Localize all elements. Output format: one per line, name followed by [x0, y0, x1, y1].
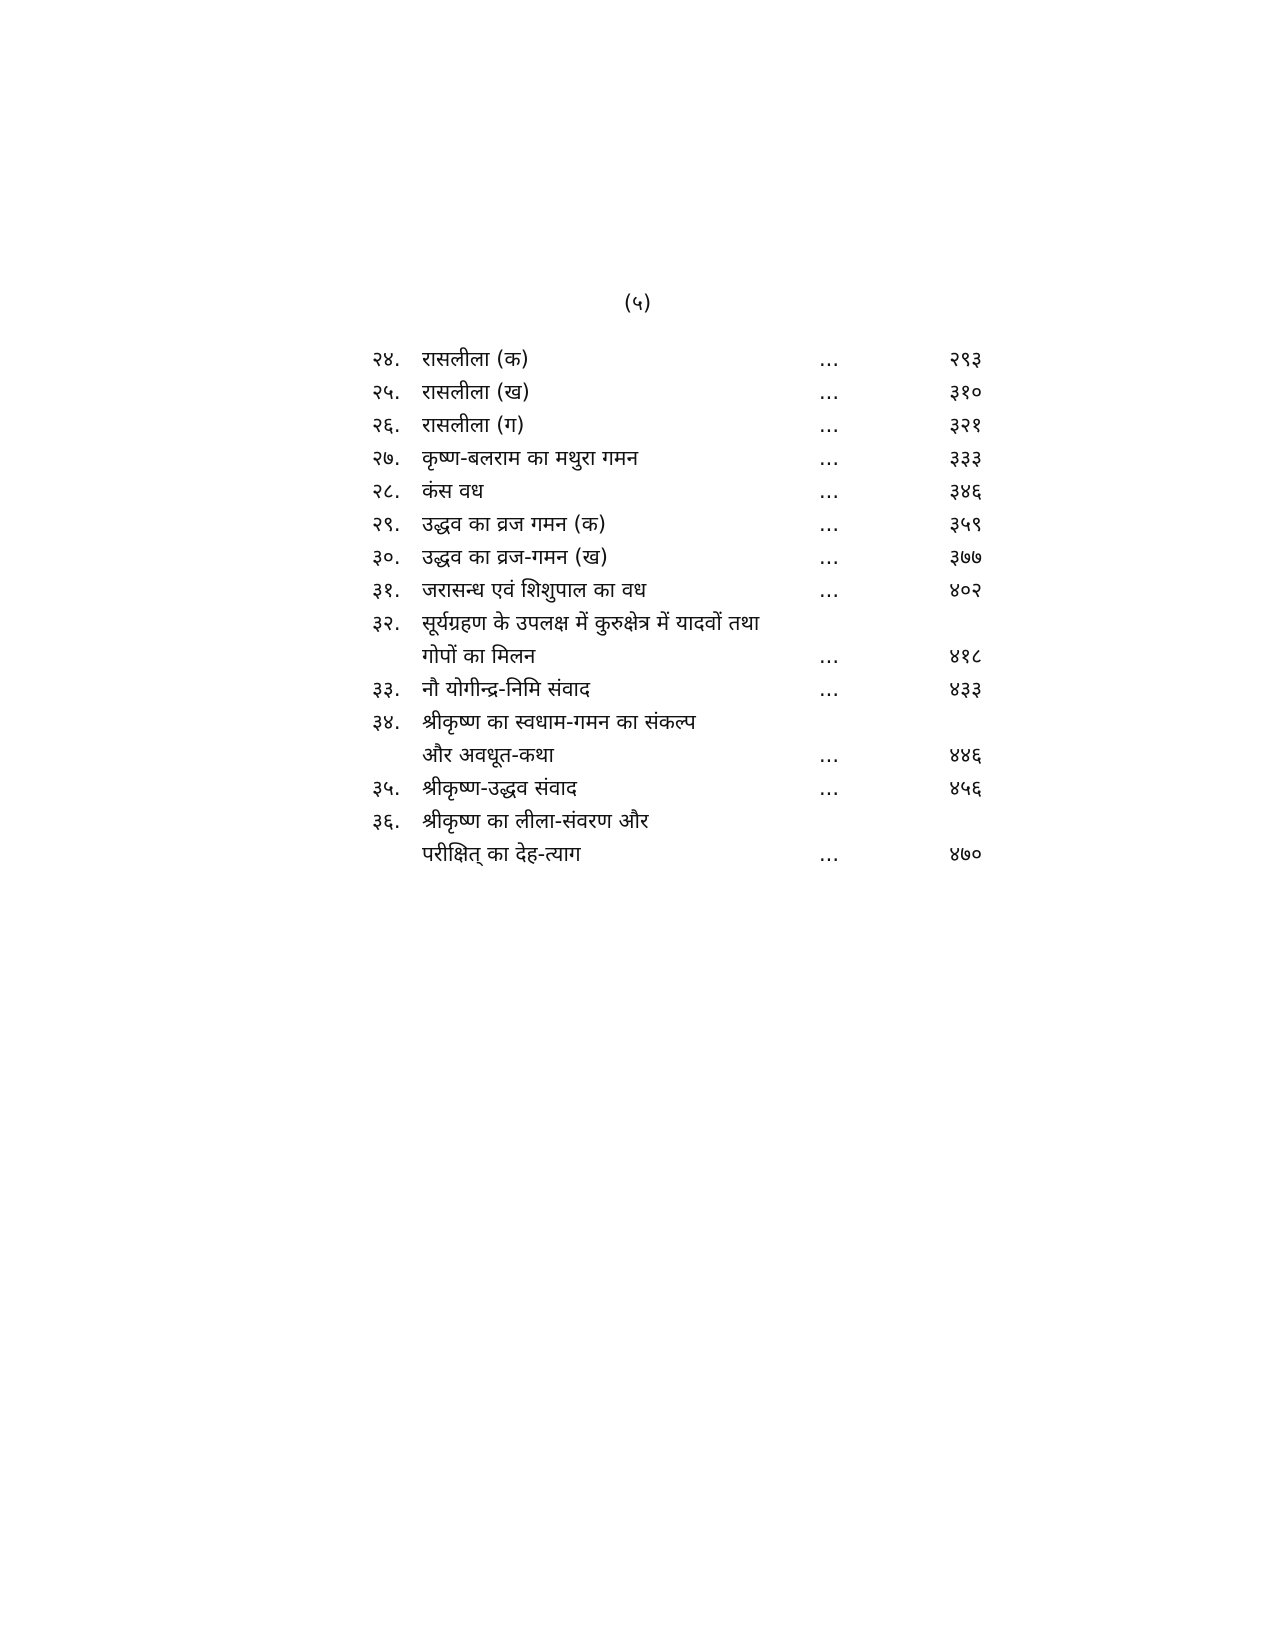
chapter-title: कृष्ण-बलराम का मथुरा गमन: [422, 446, 639, 470]
chapter-number: २६.: [372, 413, 401, 437]
page-ref: ४५६: [949, 776, 982, 800]
leader-dots: ...: [819, 644, 840, 668]
chapter-number: २५.: [372, 380, 401, 404]
page-ref: ३१०: [949, 380, 982, 404]
leader-dots: ...: [819, 545, 840, 569]
page-ref: ३३३: [949, 446, 982, 470]
toc-line: [372, 442, 982, 475]
chapter-title: श्रीकृष्ण का स्वधाम-गमन का संकल्प: [422, 710, 696, 734]
toc-line: [372, 739, 982, 772]
toc-line: [372, 376, 982, 409]
toc-line: [372, 343, 982, 376]
page-ref: ४१८: [949, 644, 982, 668]
chapter-title: रासलीला (ग): [422, 413, 525, 437]
leader-dots: ...: [819, 413, 840, 437]
toc-line: [372, 805, 972, 838]
chapter-title: कंस वध: [422, 479, 484, 503]
chapter-number: ३६.: [372, 809, 401, 833]
page-ref: ३५९: [949, 512, 982, 536]
chapter-number: २८.: [372, 479, 401, 503]
page-ref: ३७७: [949, 545, 982, 569]
leader-dots: ...: [819, 512, 840, 536]
chapter-title: श्रीकृष्ण-उद्धव संवाद: [422, 776, 578, 800]
toc-line: [372, 772, 982, 805]
leader-dots: ...: [819, 446, 840, 470]
chapter-title: उद्धव का व्रज गमन (क): [422, 512, 607, 536]
chapter-title: गोपों का मिलन: [422, 644, 536, 668]
chapter-number: २४.: [372, 347, 401, 371]
toc-line: [372, 475, 982, 508]
page-ref: ३४६: [949, 479, 982, 503]
chapter-title: श्रीकृष्ण का लीला-संवरण और: [422, 809, 649, 833]
page-ref: ४३३: [949, 677, 982, 701]
leader-dots: ...: [819, 380, 840, 404]
leader-dots: ...: [819, 347, 840, 371]
toc-line: [372, 409, 982, 442]
leader-dots: ...: [819, 578, 840, 602]
toc-line: [372, 541, 982, 574]
page-ref: ४७०: [949, 842, 982, 866]
chapter-title: परीक्षित् का देह-त्याग: [422, 842, 581, 866]
chapter-title: और अवधूत-कथा: [422, 743, 554, 767]
chapter-number: २९.: [372, 512, 401, 536]
leader-dots: ...: [819, 743, 840, 767]
toc-line: [372, 574, 982, 607]
chapter-title: रासलीला (ख): [422, 380, 530, 404]
toc-line: [372, 706, 972, 739]
chapter-title: जरासन्ध एवं शिशुपाल का वध: [422, 578, 647, 602]
table-of-contents: [372, 343, 982, 871]
chapter-number: ३५.: [372, 776, 401, 800]
chapter-number: ३२.: [372, 611, 401, 635]
toc-line: [372, 607, 972, 640]
chapter-number: २७.: [372, 446, 401, 470]
page-ref: ४४६: [949, 743, 982, 767]
leader-dots: ...: [819, 842, 840, 866]
page-number: (५): [623, 291, 652, 315]
chapter-title: रासलीला (क): [422, 347, 529, 371]
chapter-number: ३३.: [372, 677, 401, 701]
chapter-title: नौ योगीन्द्र-निमि संवाद: [422, 677, 591, 701]
leader-dots: ...: [819, 479, 840, 503]
chapter-number: ३०.: [372, 545, 401, 569]
toc-line: [372, 640, 982, 673]
chapter-title: सूर्यग्रहण के उपलक्ष में कुरुक्षेत्र में यादवों तथा: [422, 611, 760, 635]
toc-line: [372, 508, 982, 541]
chapter-number: ३४.: [372, 710, 401, 734]
leader-dots: ...: [819, 677, 840, 701]
page-ref: २९३: [949, 347, 982, 371]
page-ref: ४०२: [949, 578, 982, 602]
chapter-number: ३१.: [372, 578, 401, 602]
toc-line: [372, 838, 982, 871]
page-ref: ३२१: [949, 413, 982, 437]
toc-line: [372, 673, 982, 706]
chapter-title: उद्धव का व्रज-गमन (ख): [422, 545, 608, 569]
leader-dots: ...: [819, 776, 840, 800]
